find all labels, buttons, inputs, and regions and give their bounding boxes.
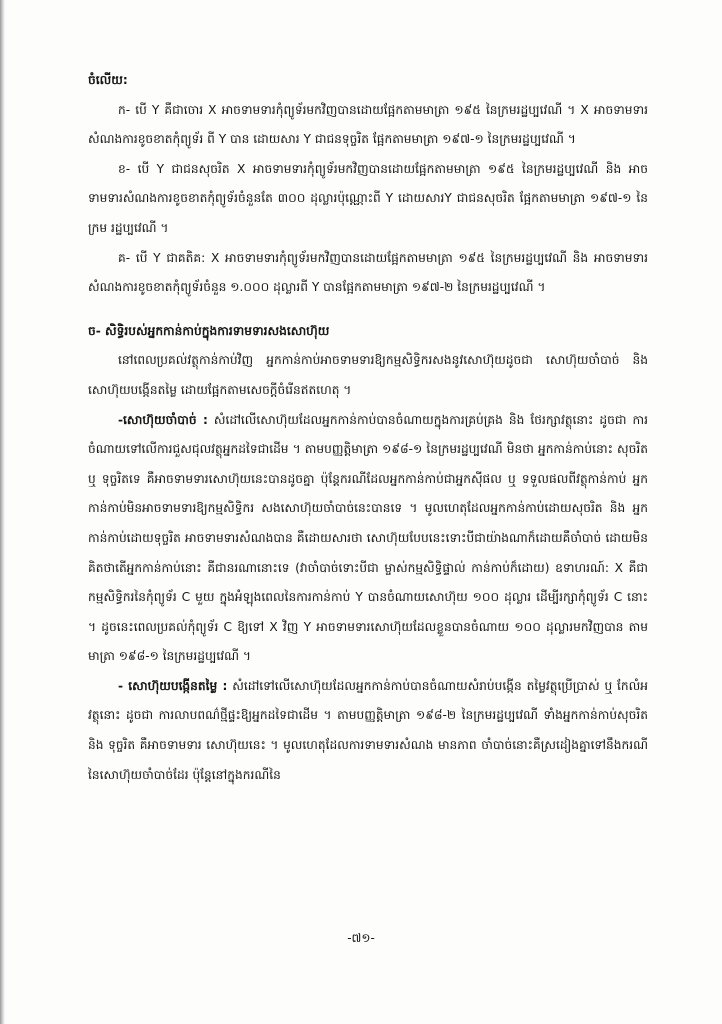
- improvement-expenses-label: - សោហ៊ុយបង្កើនតម្លៃ :: [118, 678, 228, 693]
- necessary-expenses-label: -សោហ៊ុយចាំបាច់ :: [118, 412, 208, 427]
- answer-paragraph-c: គ- បើ Y ជាគតិគ: X អាចទាមទារកុំព្យូទ័រមកវិញបានដោយផ្អែកតាមមាត្រា ១៩៥ នៃក្រមរដ្ឋប្បវេណី និង អាចទាមទារ សំណងការខូចខាតកុំព្យូទ័រចំនួន ១.០០០ ដុល្លារពី Y បានផ្អែកតាមមាត្រា ១៩៧-២ នៃក្រមរដ្ឋប្បវេណី ។: [88, 250, 648, 295]
- answer-paragraph-a: ក- បើ Y គឺជាចោរ X អាចទាមទារកុំព្យូទ័រមកវិញបានដោយផ្អែកតាមមាត្រា ១៩៥ នៃក្រមរដ្ឋប្បវេណី ។ X អាចទាមទារ សំណងការខូចខាតកុំព្យូទ័រ ពី Y បាន ដោយសារ Y ជាជនទុច្ចរិត ផ្អែកតាមមាត្រា ១៩៧-១ នៃក្រមរដ្ឋប្បវេណី ។: [88, 102, 648, 147]
- answer-paragraph-b: ខ- បើ Y ជាជនសុចរិត X អាចទាមទារកុំព្យូទ័រមកវិញបានដោយផ្អែកតាមមាត្រា ១៩៥ នៃក្រមរដ្ឋប្បវេណី និង អាចទាមទារសំណងការខូចខាតកុំព្យូទ័រចំនួនតែ ៣០០ ដុល្លារប៉ុណ្ណោះពី Y ដោយសារY ជាជនសុចរិត ផ្អែកតាមមាត្រា ១៩៧-១ នៃក្រម រដ្ឋប្បវេណី ។: [88, 161, 648, 235]
- document-body: [88, 66, 648, 790]
- page-number: -៧១-: [347, 931, 375, 945]
- section-heading: ច- សិទ្ធិរបស់អ្នកកាន់កាប់ក្នុងការទាមទារសងសោហ៊ុយ: [88, 323, 330, 338]
- section-spacer: [88, 303, 648, 317]
- improvement-expenses-text: សំដៅទៅលើសោហ៊ុយដែលអ្នកកាន់កាប់បានចំណាយសំរាប់បង្កើន តម្លៃវត្ថុប្រើប្រាស់ ឬ កែលំអវត្ថុនោះ ដូចជា ការលាបពណ៌ថ្មីផ្ទះឱ្យអ្នកដទៃជាដើម ។ តាមបញ្ញត្តិមាត្រា ១៩៨-២ នៃក្រមរដ្ឋប្បវេណី ទាំងអ្នកកាន់កាប់សុចរិត និង ទុច្ចរិត គឺអាចទាមទារ សោហ៊ុយនេះ ។ មូលហេតុដែលការទាមទារសំណង មានភាព ចាំបាច់នោះគឺស្រដៀងគ្នាទៅនឹងករណីនៃសោហ៊ុយចាំបាច់ដែរ ប៉ុន្តែនៅក្នុងករណីនៃ: [88, 678, 648, 782]
- answer-heading: ចំលើយ:: [88, 73, 128, 87]
- necessary-expenses-paragraph: [88, 406, 648, 672]
- improvement-expenses-paragraph: [88, 672, 648, 790]
- necessary-expenses-text: សំដៅលើសោហ៊ុយដែលអ្នកកាន់កាប់បានចំណាយក្នុងការគ្រប់គ្រង និង ថែរក្សាវត្ថុនោះ ដូចជា ការចំណាយទៅលើការជួសជុលវត្ថុអ្នកដទៃជាដើម ។ តាមបញ្ញត្តិមាត្រា ១៩៨-១ នៃក្រមរដ្ឋប្បវេណី មិនថា អ្នកកាន់កាប់នោះ សុចរិត ឬ ទុច្ចរិតទេ គឺអាចទាមទារសោហ៊ុយនេះបានដូចគ្នា ប៉ុន្តែករណីដែលអ្នកកាន់កាប់ជាអ្នកស៊ីផល ឬ ទទួលផលពីវត្ថុកាន់កាប់ អ្នកកាន់កាប់មិនអាចទាមទារឱ្យកម្មសិទ្ធិករ សងសោហ៊ុយចាំបាច់នេះបានទេ ។ មូលហេតុដែលអ្នកកាន់កាប់ដោយសុចរិត និង អ្នកកាន់កាប់ដោយទុច្ចរិត អាចទាមទារសំណងបាន គឺដោយសារថា សោហ៊ុយបែបនេះទោះបីជាយ៉ាងណាក៏ដោយគឺចាំបាច់ ដោយមិនគិតថាតើអ្នកកាន់កាប់នោះ គឺជានរណានោះទេ (វាចាំបាច់ទោះបីជា ម្ចាស់កម្មសិទ្ធិផ្ទាល់ កាន់កាប់ក៏ដោយ) ឧទាហរណ៍: X គឺជាកម្មសិទ្ធិករនៃកុំព្យូទ័រ C មួយ ក្នុងអំឡុងពេលនៃការកាន់កាប់ Y បានចំណាយសោហ៊ុយ ១០០ ដុល្លារ ដើម្បីរក្សាកុំព្យូទ័រ C នោះ ។ ដូចនេះពេលប្រគល់កុំព្យូទ័រ C ឱ្យទៅ X វិញ Y អាចទាមទារសោហ៊ុយដែលខ្លួនបានចំណាយ ១០០ ដុល្លារមកវិញបាន តាមមាត្រា ១៩៨-១ នៃក្រមរដ្ឋប្បវេណី ។: [88, 412, 648, 664]
- scan-edge-shadow: [0, 0, 6, 1024]
- intro-paragraph: នៅពេលប្រគល់វត្ថុកាន់កាប់វិញ អ្នកកាន់កាប់អាចទាមទារឱ្យកម្មសិទ្ធិករសងនូវសោហ៊ុយដូចជា សោហ៊ុយចាំបាច់ និង សោហ៊ុយបង្កើនតម្លៃ ដោយផ្អែកតាមសេចក្តីចំរើនឥតហេតុ ។: [88, 353, 648, 397]
